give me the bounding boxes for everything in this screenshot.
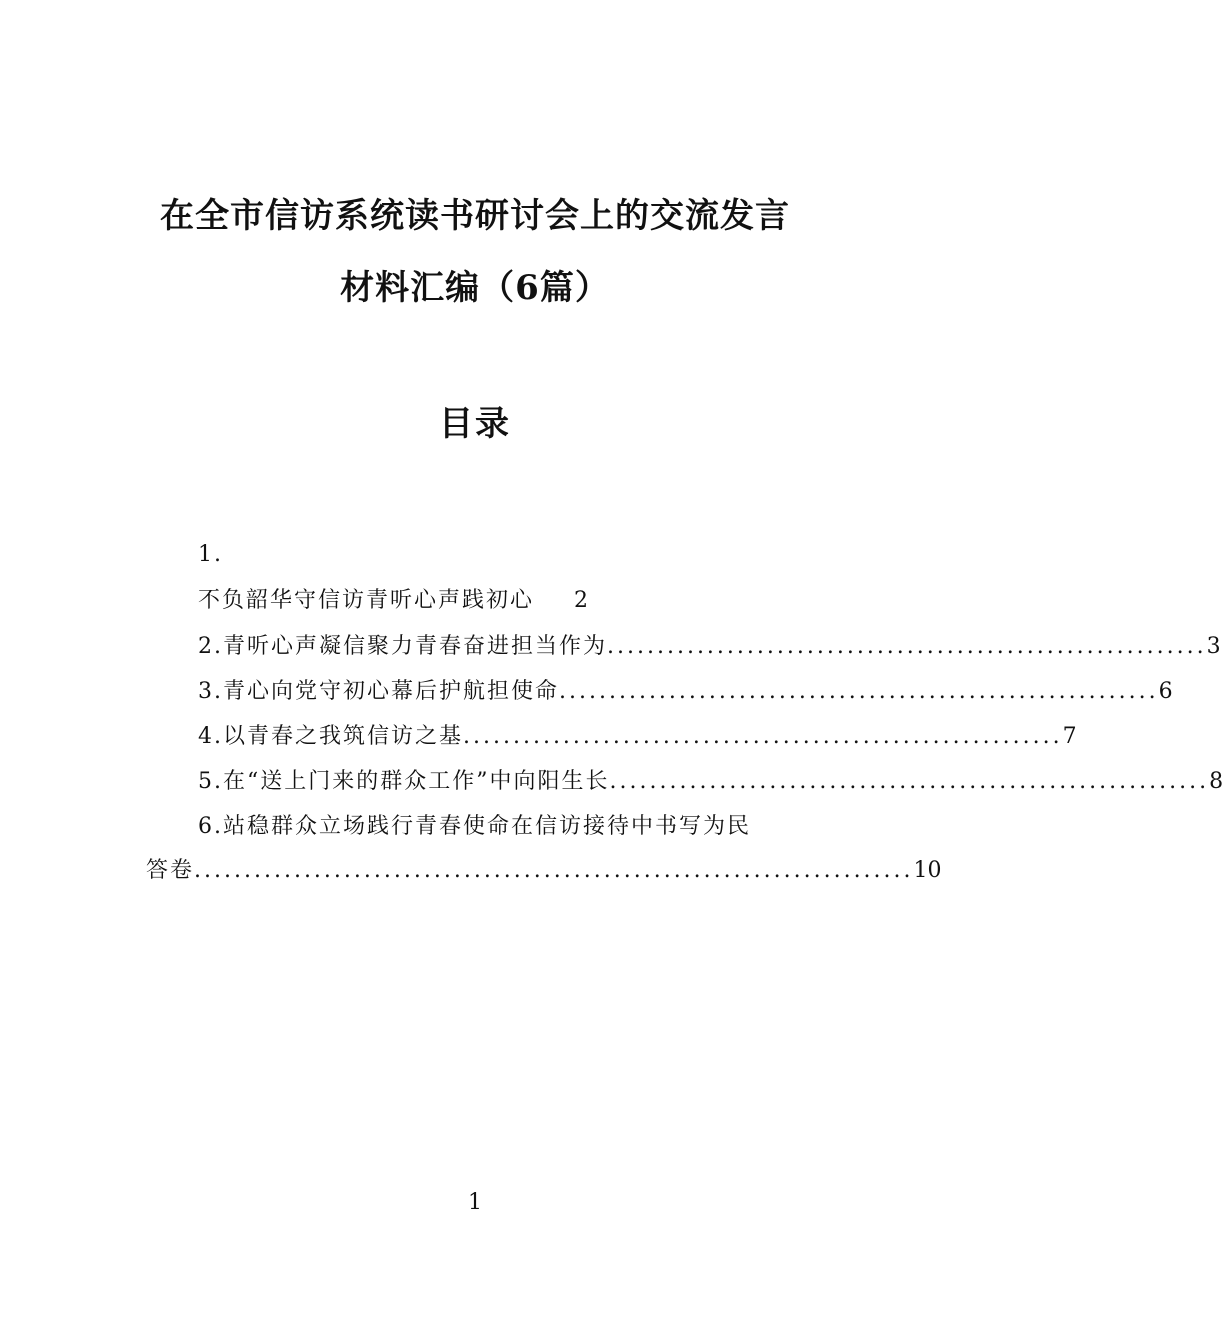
toc-item-1[interactable] [146, 584, 590, 618]
toc-item-page: 7 [1062, 724, 1077, 749]
toc-item-title: 4.以青春之我筑信访之基 [198, 724, 463, 749]
toc-item-page: 10 [913, 858, 942, 883]
toc-item-2[interactable] [146, 630, 1221, 664]
toc-leader-dots: ............................................................ [607, 634, 1207, 659]
toc-leader-dots: ............................................................ [609, 769, 1210, 794]
toc-item-page: 3 [1206, 634, 1221, 659]
toc-leader-dots: ........................................................................ [194, 858, 914, 883]
toc-item-title-continued: 答卷 [146, 858, 195, 883]
document-title-line-2: 材料汇编（6篇） [340, 268, 610, 308]
toc-item-page: 8 [1209, 769, 1223, 794]
toc-item-6-line-1[interactable] [146, 810, 751, 844]
toc-heading: 目录 [439, 404, 511, 444]
toc-item-1-number[interactable] [146, 538, 223, 572]
toc-leader-dots: ............................................................ [559, 679, 1159, 704]
document-title-line-1: 在全市信访系统读书研讨会上的交流发言 [160, 196, 790, 236]
toc-item-title: 3.青心向党守初心幕后护航担使命 [198, 679, 559, 704]
toc-item-4[interactable] [146, 720, 1077, 754]
toc-item-title: 6.站稳群众立场践行青春使命在信访接待中书写为民 [198, 814, 751, 839]
toc-item-page: 2 [574, 588, 591, 613]
page-number: 1 [468, 1190, 482, 1215]
toc-item-title: 2.青听心声凝信聚力青春奋进担当作为 [198, 634, 607, 659]
toc-leader-dots: ............................................................ [463, 724, 1063, 749]
toc-item-title: 5.在“送上门来的群众工作”中向阳生长 [198, 769, 610, 794]
toc-item-number: 1. [198, 542, 223, 567]
toc-item-6-line-2[interactable] [146, 854, 942, 888]
toc-item-5[interactable] [146, 765, 1223, 799]
toc-item-title: 不负韶华守信访青听心声践初心 [198, 588, 535, 613]
toc-item-page: 6 [1158, 679, 1173, 704]
toc-item-3[interactable] [146, 675, 1173, 709]
